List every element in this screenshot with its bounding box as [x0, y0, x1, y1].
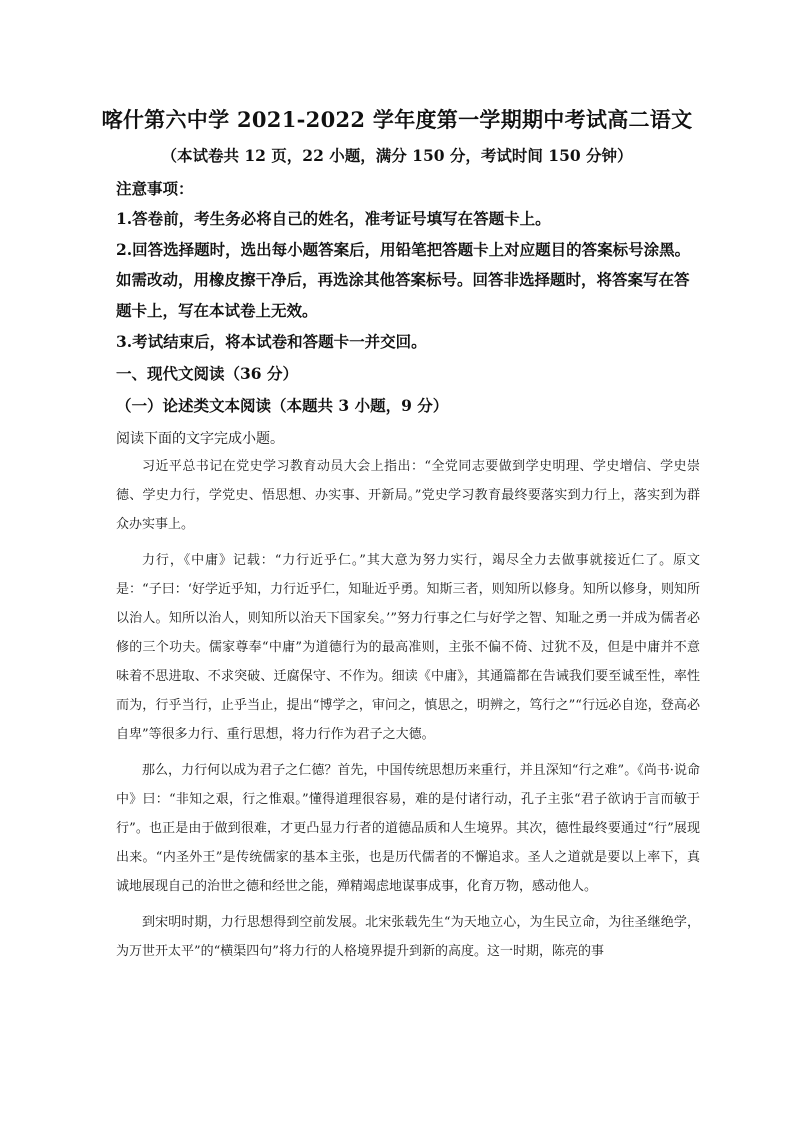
section-heading: 一、现代文阅读（36 分） — [116, 364, 298, 383]
notes-item-2-line-3: 题卡上，写在本试卷上无效。 — [116, 301, 318, 320]
passage-paragraph-4: 到宋明时期，力行思想得到空前发展。北宋张载先生“为天地立心，为生民立命，为往圣继绝学，为万世开太平”的“横渠四句”将力行的人格境界提升到新的高度。这一时期，陈亮的事 — [116, 915, 700, 959]
notes-item-2-line-1: 2.回答选择题时，选出每小题答案后，用铅笔把答题卡上对应题目的答案标号涂黑。 — [116, 240, 691, 259]
sub-section-heading: （一）论述类文本阅读（本题共 3 小题，9 分） — [116, 396, 449, 415]
passage-paragraph-3: 那么，力行何以成为君子之仁德？首先，中国传统思想历来重行，并且深知“行之难”。《尚书·说命中》曰：“非知之艰，行之惟艰。”懂得道理很容易，难的是付诸行动，孔子主张“君子欲讷于言而敏于行”。也正是由于做到很难，才更凸显力行者的道德品质和人生境界。其次，德性最终要通过“行”展现出来。“内圣外王”是传统儒家的基本主张，也是历代儒者的不懈追求。圣人之道就是要以上率下，真诚地展现自己的治世之德和经世之能，殚精竭虑地谋事成事，化育万物，感动他人。 — [116, 763, 700, 894]
passage-paragraph-1: 习近平总书记在党史学习教育动员大会上指出：“全党同志要做到学史明理、学史增信、学史崇德、学史力行，学党史、悟思想、办实事、开新局。”党史学习教育最终要落实到力行上，落实到为群众办实事上。 — [116, 459, 700, 532]
reading-instruction: 阅读下面的文字完成小题。 — [116, 431, 284, 447]
passage-paragraph-2: 力行，《中庸》记载：“力行近乎仁。”其大意为努力实行，竭尽全力去做事就接近仁了。原文是：“子曰：‘好学近乎知，力行近乎仁，知耻近乎勇。知斯三者，则知所以修身。知所以修身，则知所以治人。知所以治人，则知所以治天下国家矣。’”努力行事之仁与好学之智、知耻之勇一并成为儒者必修的三个功夫。儒家尊奉“中庸”为道德行为的最高准则，主张不偏不倚、过犹不及，但是中庸并不意味着不思进取、不求突破、迁腐保守、不作为。细读《中庸》，其通篇都在告诫我们要至诚至性，率性而为，行乎当行，止乎当止，提出“博学之，审问之，慎思之，明辨之，笃行之”“行远必自迩，登高必自卑”等很多力行、重行思想，将力行作为君子之大德。 — [116, 553, 700, 742]
notes-item-2-line-2: 如需改动，用橡皮擦干净后，再选涂其他答案标号。回答非选择题时，将答案写在答 — [116, 270, 690, 289]
notes-heading: 注意事项： — [116, 179, 194, 198]
reading-passage — [116, 452, 700, 966]
exam-title: 喀什第六中学 2021-2022 学年度第一学期期中考试高二语文 — [101, 107, 693, 132]
exam-subtitle: （本试卷共 12 页，22 小题，满分 150 分，考试时间 150 分钟） — [161, 146, 633, 165]
notes-item-1: 1.答卷前，考生务必将自己的姓名，准考证号填写在答题卡上。 — [116, 209, 551, 228]
notes-item-3: 3.考试结束后，将本试卷和答题卡一并交回。 — [116, 332, 427, 351]
